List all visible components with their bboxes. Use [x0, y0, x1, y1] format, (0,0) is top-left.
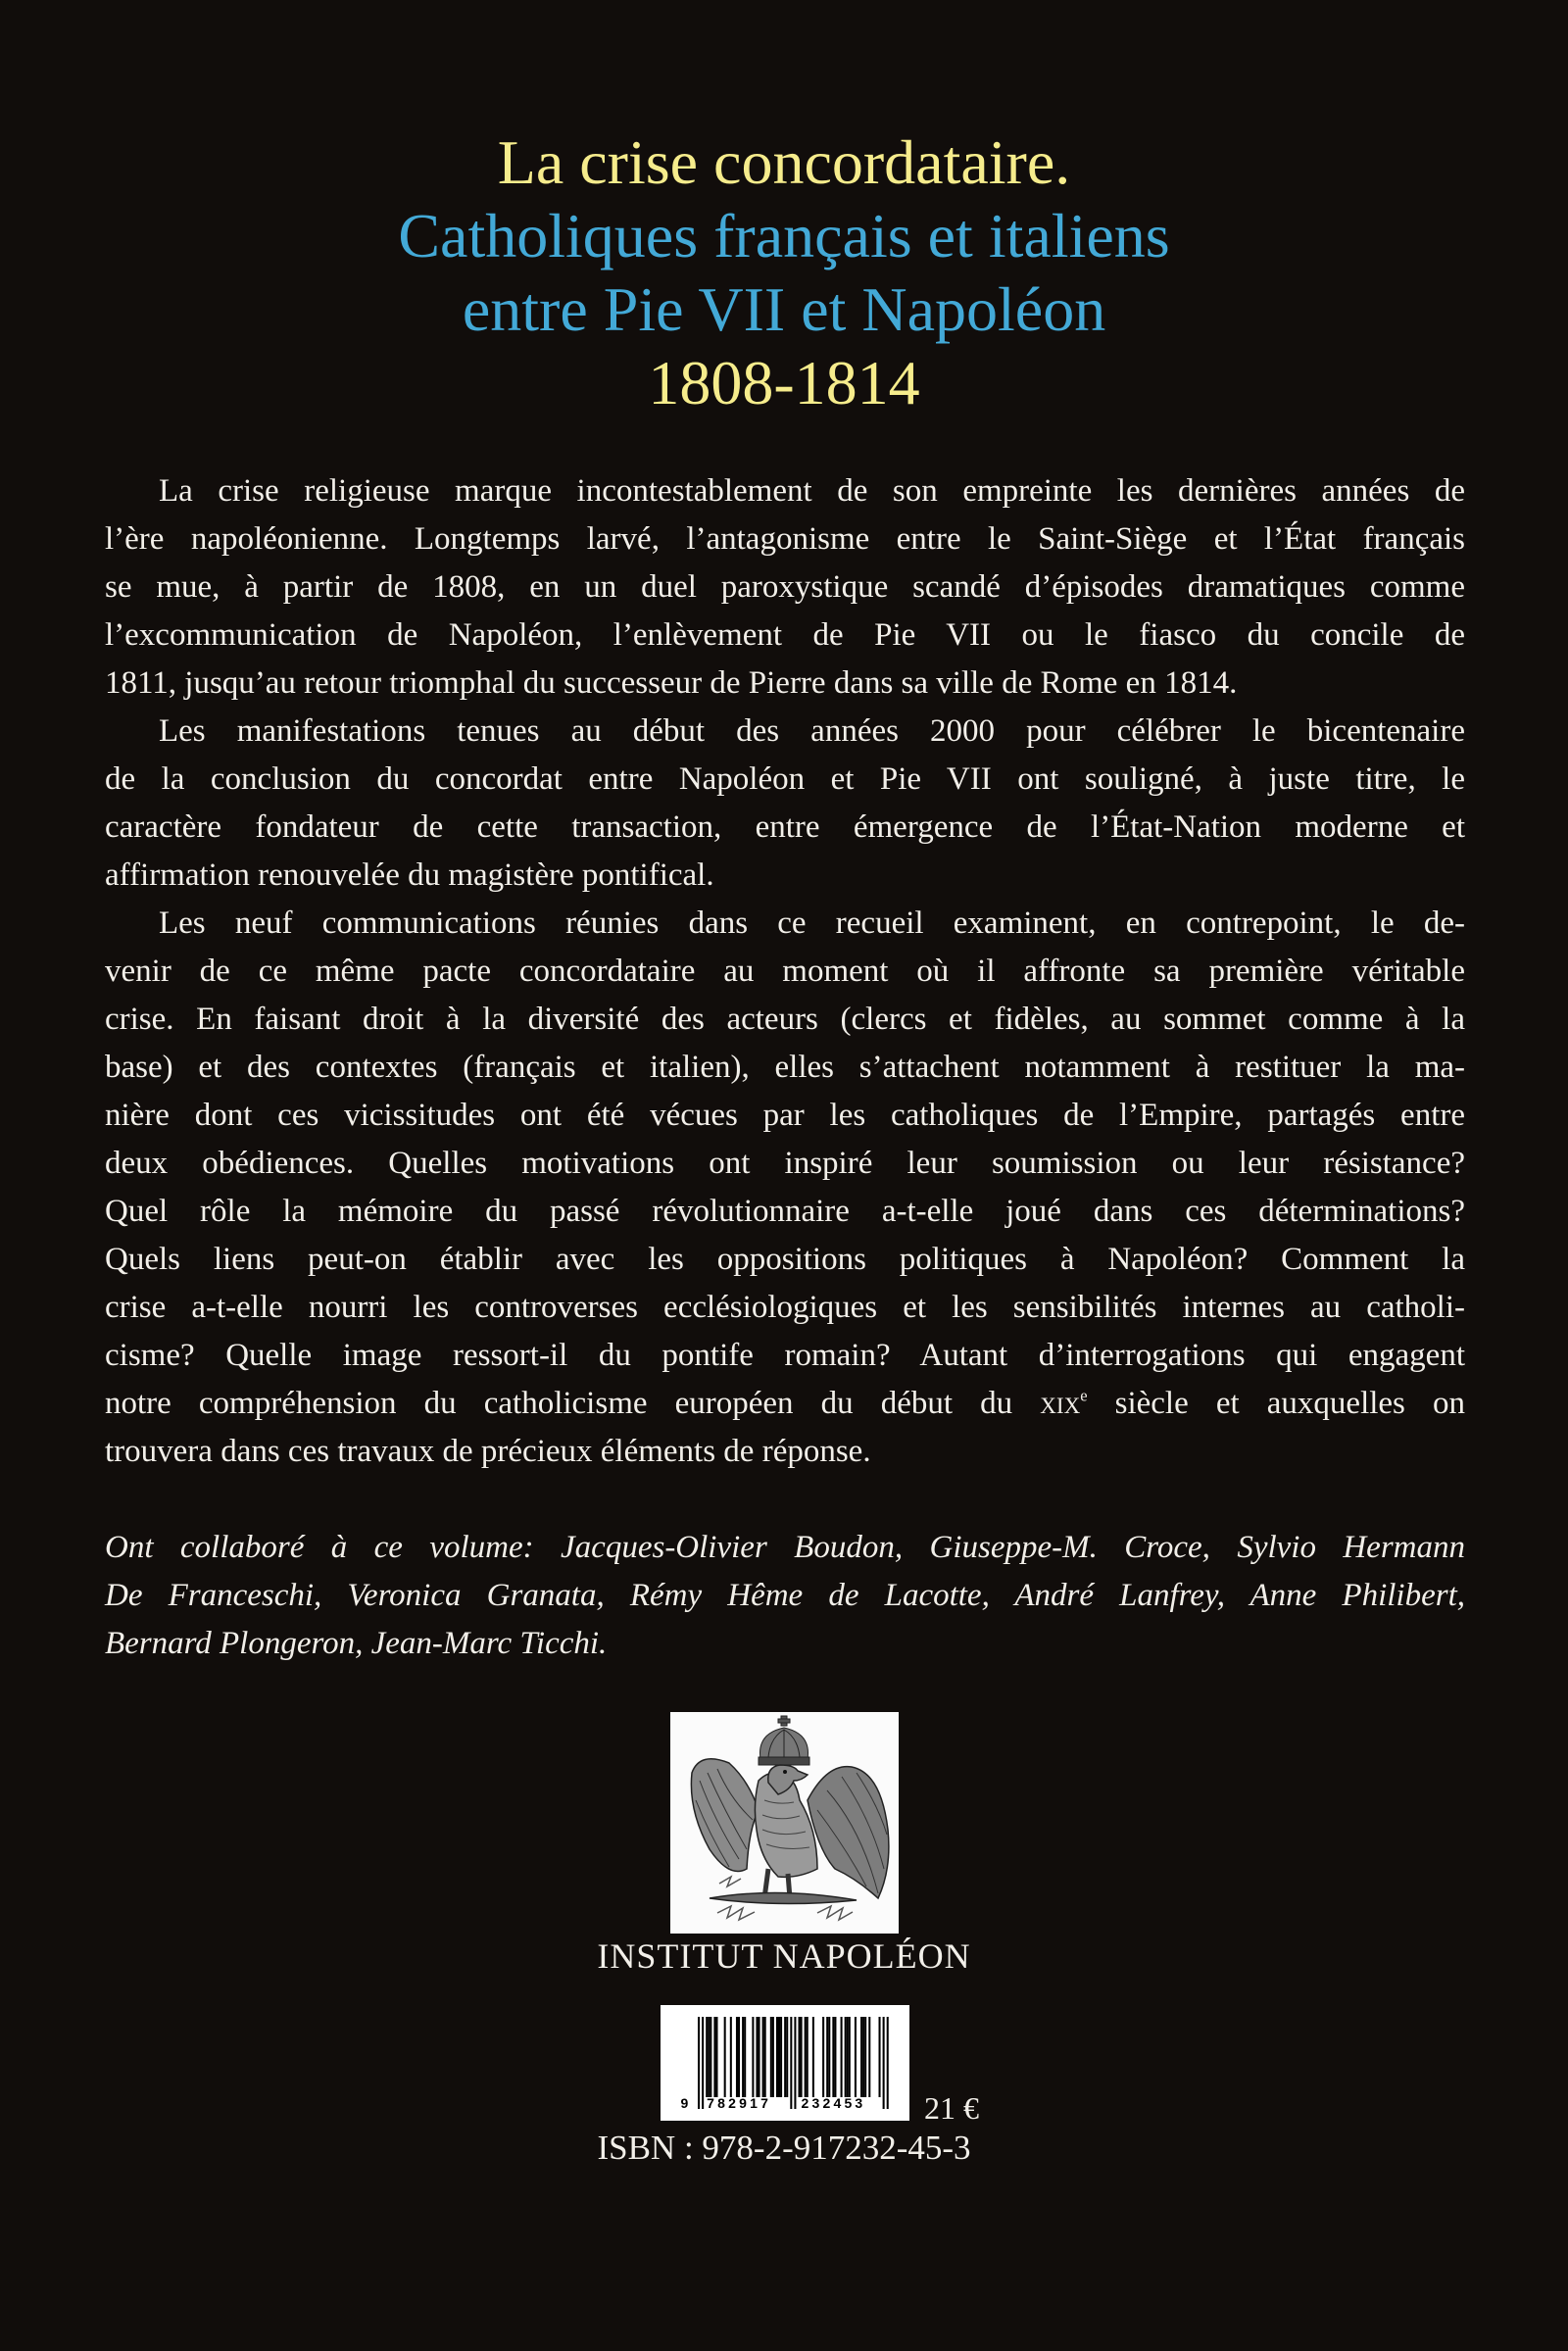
barcode-bar — [847, 2017, 849, 2097]
line-text: l’ère napoléonienne. Longtemps larvé, l’antagonisme entre le Saint-Siège et l’État français — [105, 521, 1465, 557]
text-line — [105, 660, 1465, 708]
barcode-bar — [790, 2017, 792, 2109]
barcode-bar — [832, 2017, 834, 2097]
text-line — [105, 1188, 1465, 1236]
line-text: base) et des contextes (français et italien), elles s’attachent notamment à restituer la ma- — [105, 1050, 1465, 1085]
line-text: siècle et auxquelles on — [1087, 1386, 1465, 1421]
line-text: Les manifestations tenues au début des années 2000 pour célébrer le bicentenaire — [159, 713, 1465, 749]
barcode-bar — [855, 2017, 857, 2097]
line-text: cisme? Quelle image ressort-il du pontife romain? Autant d’interrogations qui engagent — [105, 1338, 1465, 1373]
barcode-bar — [784, 2017, 786, 2097]
price: 21 € — [924, 2090, 979, 2126]
line-text: Quel rôle la mémoire du passé révolutionnaire a-t-elle joué dans ces déterminations? — [105, 1194, 1465, 1229]
text-line — [105, 1044, 1465, 1092]
barcode-bar — [786, 2017, 788, 2097]
line-text: se mue, à partir de 1808, en un duel paroxystique scandé d’épisodes dramatiques comme — [105, 569, 1465, 605]
text-line — [105, 996, 1465, 1044]
line-text: nière dont ces vicissitudes ont été vécues par les catholiques de l’Empire, partagés entre — [105, 1098, 1465, 1133]
text-line — [105, 1236, 1465, 1284]
title-dates: 1808-1814 — [648, 348, 920, 417]
barcode-bar — [862, 2017, 864, 2097]
barcode-bar — [756, 2017, 758, 2097]
barcode-bar — [799, 2017, 801, 2097]
barcode-bar — [841, 2017, 843, 2097]
text-line — [105, 467, 1465, 515]
barcode-bar — [764, 2017, 766, 2097]
ordinal-suffix: e — [1080, 1386, 1088, 1405]
text-line — [105, 515, 1465, 563]
barcode-bar — [826, 2017, 828, 2097]
barcode-bar — [762, 2017, 764, 2097]
barcode-bar — [702, 2017, 704, 2109]
contributors-list — [105, 1524, 1465, 1668]
barcode-bar — [778, 2017, 780, 2097]
barcode-bar — [845, 2017, 847, 2097]
text-line — [105, 756, 1465, 804]
text-line — [105, 708, 1465, 756]
contributors-line: Ont collaboré à ce volume: Jacques-Olivier Boudon, Giuseppe-M. Croce, Sylvio Hermann — [105, 1530, 1465, 1565]
text-line — [105, 1380, 1465, 1428]
line-text: caractère fondateur de cette transaction, entre émergence de l’État-Nation moderne et — [105, 809, 1465, 845]
text-line — [105, 1092, 1465, 1140]
blurb-text — [105, 467, 1465, 1476]
barcode-bar — [834, 2017, 836, 2097]
contributors-line: De Franceschi, Veronica Granata, Rémy Hême de Lacotte, André Lanfrey, Anne Philibert, — [105, 1578, 1465, 1613]
text-line — [105, 1332, 1465, 1380]
barcode-bar — [849, 2017, 851, 2097]
barcode-bar — [805, 2017, 807, 2097]
barcode-bar — [879, 2017, 881, 2097]
century-numeral: xix — [1040, 1386, 1081, 1421]
barcode-bar — [738, 2017, 740, 2097]
barcode-bar — [801, 2017, 803, 2097]
line-text: venir de ce même pacte concordataire au moment où il affronte sa première véritable — [105, 954, 1465, 989]
barcode-digits: 9 — [680, 2095, 692, 2111]
text-line — [105, 1140, 1465, 1188]
line-text: 1811, jusqu’au retour triomphal du successeur de Pierre dans sa ville de Rome en 1814. — [105, 665, 1238, 701]
line-text: crise. En faisant droit à la diversité des acteurs (clercs et fidèles, au sommet comme à la — [105, 1002, 1465, 1037]
line-text: l’excommunication de Napoléon, l’enlèvement de Pie VII ou le fiasco du concile de — [105, 617, 1465, 653]
barcode-bar — [776, 2017, 778, 2097]
text-line — [105, 1284, 1465, 1332]
isbn: ISBN : 978-2-917232-45-3 — [597, 2129, 971, 2167]
barcode-bar — [887, 2017, 889, 2109]
barcode-bar — [864, 2017, 866, 2097]
barcode-bar — [708, 2017, 710, 2097]
contributors-line: Bernard Plongeron, Jean-Marc Ticchi. — [105, 1626, 608, 1661]
barcode-bar — [715, 2017, 717, 2097]
text-line — [105, 900, 1465, 948]
title-main: La crise concordataire. — [497, 127, 1071, 197]
barcode-bar — [736, 2017, 738, 2097]
line-text: La crise religieuse marque incontestablement de son empreinte les dernières années de — [159, 473, 1465, 509]
barcode-bar — [698, 2017, 700, 2109]
barcode-digits: 782917 — [707, 2095, 772, 2111]
barcode-bar — [807, 2017, 808, 2097]
barcode-bar — [742, 2017, 744, 2097]
title-block — [0, 125, 1568, 419]
subtitle-line-1: Catholiques français et italiens — [398, 201, 1170, 270]
barcode-bar — [706, 2017, 708, 2097]
text-line — [105, 852, 1465, 900]
line-text: deux obédiences. Quelles motivations ont inspiré leur soumission ou leur résistance? — [105, 1146, 1465, 1181]
barcode-bar — [759, 2017, 760, 2097]
text-line — [105, 804, 1465, 852]
barcode-bar — [713, 2017, 715, 2097]
line-text: Les neuf communications réunies dans ce recueil examinent, en contrepoint, le de- — [159, 906, 1465, 941]
line-text: affirmation renouvelée du magistère pontifical. — [105, 857, 714, 893]
line-text: crise a-t-elle nourri les controverses ecclésiologiques et les sensibilités internes au catholi- — [105, 1290, 1465, 1325]
text-line — [105, 1428, 1465, 1476]
barcode-bar — [772, 2017, 774, 2097]
barcode-bar — [780, 2017, 782, 2097]
barcode-bar — [744, 2017, 746, 2097]
barcode-bar — [724, 2017, 726, 2097]
line-text: trouvera dans ces travaux de précieux éléments de réponse. — [105, 1434, 871, 1469]
barcode-bar — [883, 2017, 885, 2109]
barcode-bar — [822, 2017, 824, 2097]
barcode-bar — [794, 2017, 796, 2109]
barcode-bar — [710, 2017, 711, 2097]
imperial-eagle-icon — [670, 1712, 899, 1934]
barcode-bar — [812, 2017, 814, 2097]
line-text: notre compréhension du catholicisme européen du début du — [105, 1386, 1041, 1421]
text-line — [105, 612, 1465, 660]
line-text: de la conclusion du concordat entre Napoléon et Pie VII ont souligné, à juste titre, le — [105, 761, 1465, 797]
barcode-bar — [770, 2017, 772, 2097]
barcode-bar — [860, 2017, 862, 2097]
barcode-bar — [730, 2017, 732, 2097]
barcode — [661, 2005, 909, 2121]
subtitle-line-2: entre Pie VII et Napoléon — [462, 274, 1106, 344]
barcode-bar — [868, 2017, 870, 2097]
barcode-bar — [828, 2017, 830, 2097]
barcode-bar — [752, 2017, 754, 2097]
publisher-name: INSTITUT NAPOLÉON — [597, 1936, 971, 1976]
text-line — [105, 563, 1465, 612]
line-text: Quels liens peut-on établir avec les oppositions politiques à Napoléon? Comment la — [105, 1242, 1465, 1277]
text-line — [105, 948, 1465, 996]
barcode-digits: 232453 — [801, 2095, 866, 2111]
